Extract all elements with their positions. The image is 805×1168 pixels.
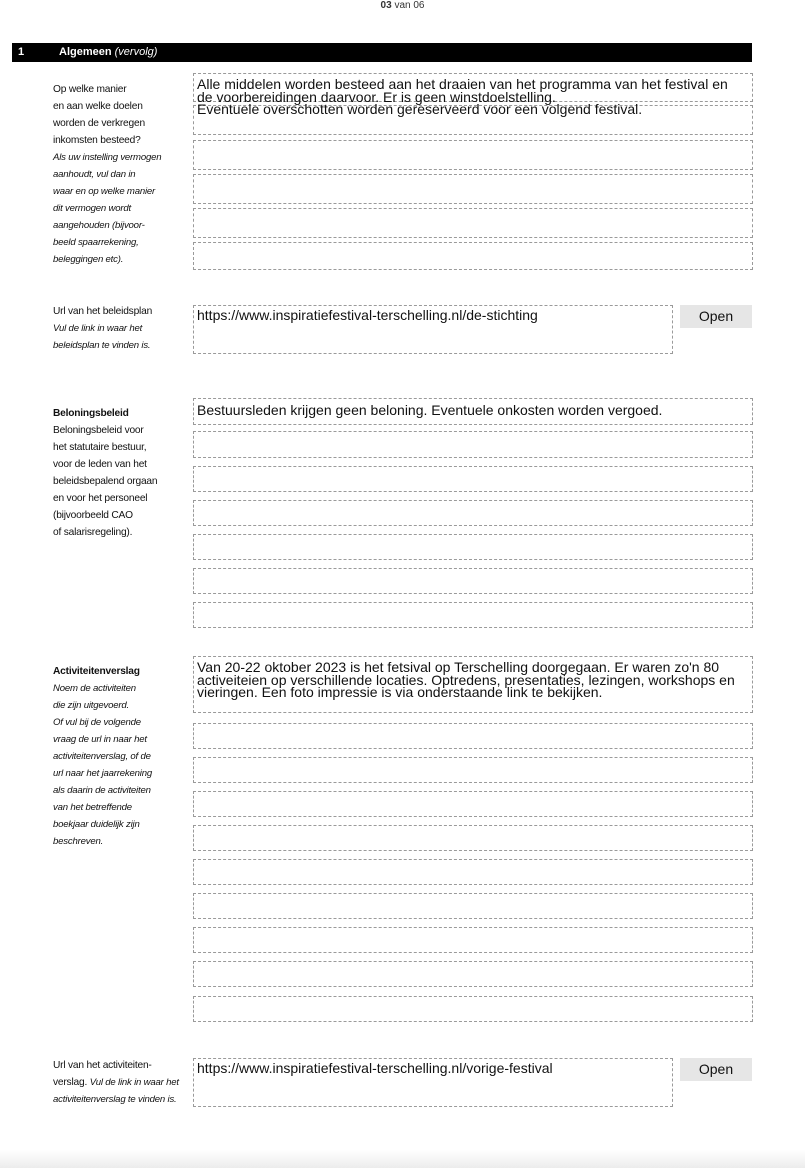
besteding-hint-line: beeld spaarrekening,	[53, 237, 139, 248]
activiteitenverslag-field[interactable]	[193, 656, 753, 1022]
field-line	[193, 961, 753, 987]
section-number: 1	[18, 46, 25, 58]
beleidsplan-label	[53, 303, 189, 354]
activiteitenverslag-hint-line: als daarin de activiteiten	[53, 785, 151, 796]
activiteitenverslag-hint-line: die zijn uitgevoerd.	[53, 700, 129, 711]
page-number: 03	[380, 0, 392, 11]
activiteitenverslag-hint-line: url naar het jaarrekening	[53, 768, 152, 779]
field-line	[193, 431, 753, 458]
field-line	[193, 534, 753, 560]
beloningsbeleid-title: Beloningsbeleid	[53, 408, 129, 419]
besteding-label-line: worden de verkregen	[53, 118, 145, 129]
page-bottom-edge	[0, 1150, 805, 1168]
activiteitenverslag-hint-line: van het betreffende	[53, 802, 132, 813]
beleidsplan-url-field[interactable]	[193, 305, 673, 354]
page-total: van 06	[394, 0, 425, 11]
field-line	[193, 242, 753, 270]
open-beleidsplan-button[interactable]: Open	[680, 305, 752, 328]
activiteitenverslag-hint-line: vraag de url in naar het	[53, 734, 147, 745]
field-line	[193, 568, 753, 594]
activiteitenverslag-hint-line: Noem de activiteiten	[53, 683, 136, 694]
besteding-field[interactable]	[193, 73, 753, 270]
verslag-url-label-rest: verslag.	[53, 1077, 88, 1088]
beleidsplan-hint-line: Vul de link in waar het	[53, 323, 143, 334]
activiteitenverslag-hint-line: activiteitenverslag, of de	[53, 751, 151, 762]
field-line	[193, 859, 753, 885]
beloningsbeleid-value: Bestuursleden krijgen geen beloning. Eventuele onkosten worden vergoed.	[197, 402, 663, 418]
field-line	[193, 996, 753, 1022]
section-title	[59, 43, 157, 62]
field-line	[193, 466, 753, 492]
beloningsbeleid-label-line: (bijvoorbeeld CAO	[53, 510, 133, 521]
activiteitenverslag-value: Van 20-22 oktober 2023 is het fetsival op Terschelling doorgegaan. Er waren zo'n 80 activeiteien op verschillende locaties. Optredens, presentaties, lezingen, workshops en vieringen. Een foto impressie is via onderstaande link te bekijken.	[197, 659, 735, 700]
field-line	[193, 500, 753, 526]
section-header	[12, 43, 752, 62]
besteding-value: Alle middelen worden besteed aan het draaien van het programma van het festival en de voorbereidingen daarvoor. Er is geen winstdoelstelling. Eventuele overschotten worden gereserveerd voor een volgend festival.	[197, 76, 728, 117]
verslag-url-field[interactable]	[193, 1058, 673, 1107]
field-line	[193, 723, 753, 749]
besteding-label-line: en aan welke doelen	[53, 101, 143, 112]
field-line	[193, 140, 753, 170]
beleidsplan-url-value: https://www.inspiratiefestival-terschelling.nl/de-stichting	[197, 307, 538, 323]
besteding-label-line: inkomsten besteed?	[53, 135, 141, 146]
beleidsplan-label-text: Url van het beleidsplan	[53, 306, 153, 317]
verslag-url-label-text: Url van het activiteiten-	[53, 1060, 152, 1071]
activiteitenverslag-label	[53, 663, 189, 850]
besteding-hint-line: aanhoudt, vul dan in	[53, 169, 136, 180]
field-line	[193, 174, 753, 204]
beloningsbeleid-label-line: of salarisregeling).	[53, 527, 133, 538]
activiteitenverslag-hint-line: Of vul bij de volgende	[53, 717, 141, 728]
field-line	[193, 602, 753, 628]
activiteitenverslag-hint-line: beschreven.	[53, 836, 104, 847]
beloningsbeleid-label-line: en voor het personeel	[53, 493, 148, 504]
verslag-url-label	[53, 1057, 193, 1108]
section-subtitle: (vervolg)	[114, 46, 158, 58]
besteding-hint-line: Als uw instelling vermogen	[53, 152, 162, 163]
verslag-url-hint-inline: Vul de link in waar het	[89, 1077, 179, 1088]
beleidsplan-hint-line: beleidsplan te vinden is.	[53, 340, 151, 351]
beloningsbeleid-label-line: Beloningsbeleid voor	[53, 425, 144, 436]
page-indicator	[0, 0, 805, 12]
besteding-hint-line: aangehouden (bijvoor-	[53, 220, 145, 231]
field-line	[193, 791, 753, 817]
beloningsbeleid-label-line: beleidsbepalend orgaan	[53, 476, 158, 487]
open-verslag-button[interactable]: Open	[680, 1058, 752, 1081]
field-line	[193, 208, 753, 238]
field-line	[193, 893, 753, 919]
activiteitenverslag-title: Activiteitenverslag	[53, 666, 140, 677]
besteding-hint-line: beleggingen etc).	[53, 254, 124, 265]
besteding-hint-line: waar en op welke manier	[53, 186, 156, 197]
section-title-text: Algemeen	[59, 46, 112, 58]
activiteitenverslag-hint-line: boekjaar duidelijk zijn	[53, 819, 140, 830]
beloningsbeleid-label-line: voor de leden van het	[53, 459, 147, 470]
verslag-url-value: https://www.inspiratiefestival-terschelling.nl/vorige-festival	[197, 1060, 553, 1076]
beloningsbeleid-label	[53, 405, 189, 541]
besteding-label	[53, 81, 189, 268]
beloningsbeleid-field[interactable]	[193, 398, 753, 628]
field-line	[193, 927, 753, 953]
besteding-label-line: Op welke manier	[53, 84, 127, 95]
field-line	[193, 825, 753, 851]
besteding-hint-line: dit vermogen wordt	[53, 203, 131, 214]
beloningsbeleid-label-line: het statutaire bestuur,	[53, 442, 147, 453]
verslag-url-hint-line: activiteitenverslag te vinden is.	[53, 1094, 177, 1105]
field-line	[193, 757, 753, 783]
